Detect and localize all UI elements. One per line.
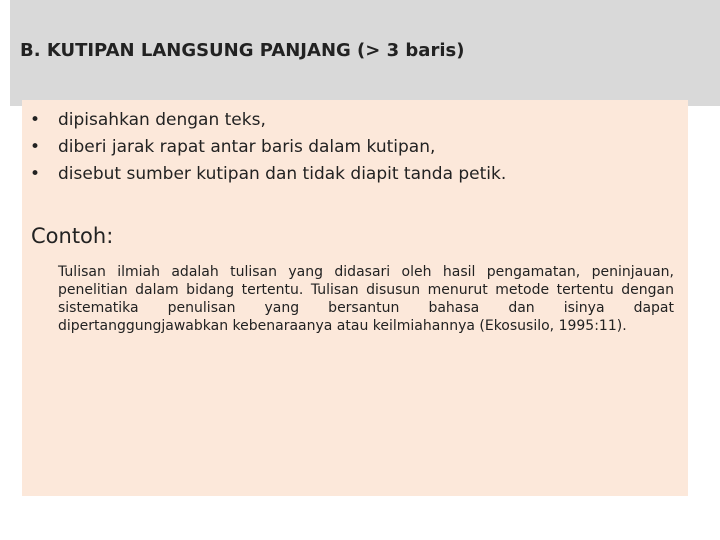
bullet-item <box>30 161 680 188</box>
bullet-text: disebut sumber kutipan dan tidak diapit tanda petik. <box>58 164 507 184</box>
bullet-marker: • <box>30 137 41 157</box>
bullet-item <box>30 107 680 134</box>
bullet-list <box>30 107 680 188</box>
bullet-item <box>30 134 680 161</box>
slide-title: B. KUTIPAN LANGSUNG PANJANG (> 3 baris) <box>20 40 465 61</box>
bullet-text: diberi jarak rapat antar baris dalam kutipan, <box>58 137 436 157</box>
bullet-marker: • <box>30 110 41 130</box>
bullet-marker: • <box>30 164 41 184</box>
bullet-text: dipisahkan dengan teks, <box>58 110 266 130</box>
quote-block: Tulisan ilmiah adalah tulisan yang didasari oleh hasil pengamatan, peninjauan, penelitian dalam bidang tertentu. Tulisan disusun menurut metode tertentu dengan sistematika penulisan yang bersantun bahasa dan isinya dapat dipertanggungjawabkan kebenaraanya atau keilmiahannya (Ekosusilo, 1995:11). <box>58 264 674 334</box>
example-label: Contoh: <box>31 224 114 248</box>
